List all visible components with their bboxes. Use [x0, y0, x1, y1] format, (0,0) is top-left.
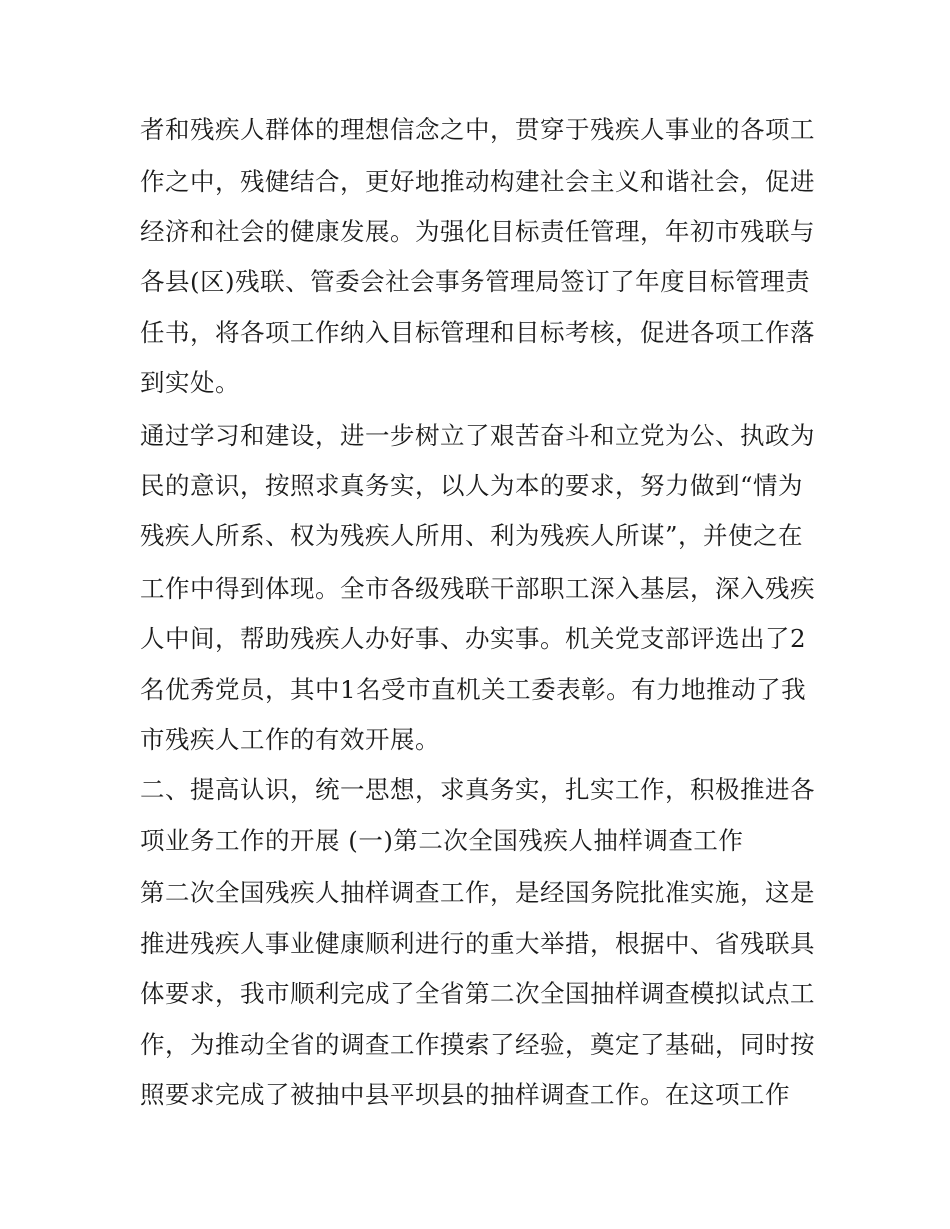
text-line: 二、提高认识，统一思想，求真务实，扎实工作，积极推进各 — [140, 775, 815, 804]
text-line: 残疾人所系、权为残疾人所用、利为残疾人所谋”，并使之在 — [140, 521, 804, 550]
text-line: 体要求，我市顺利完成了全省第二次全国抽样调查模拟试点工 — [140, 979, 815, 1008]
text-line: 名优秀党员，其中1名受市直机关工委表彰。有力地推动了我 — [140, 675, 807, 704]
text-line: 经济和社会的健康发展。为强化目标责任管理，年初市残联与 — [140, 217, 815, 246]
text-line: 民的意识，按照求真务实，以人为本的要求，努力做到“情为 — [140, 471, 804, 500]
text-line: 作之中，残健结合，更好地推动构建社会主义和谐社会，促进 — [140, 167, 815, 196]
text-line: 照要求完成了被抽中县平坝县的抽样调查工作。在这项工作 — [140, 1080, 790, 1109]
text-line: 通过学习和建设，进一步树立了艰苦奋斗和立党为公、执政为 — [140, 421, 815, 450]
text-line: 推进残疾人事业健康顺利进行的重大举措，根据中、省残联具 — [140, 929, 815, 958]
text-line: 市残疾人工作的有效开展。 — [140, 725, 440, 754]
text-line: 作，为推动全省的调查工作摸索了经验，奠定了基础，同时按 — [140, 1030, 815, 1059]
text-line: 各县(区)残联、管委会社会事务管理局签订了年度目标管理责 — [140, 267, 811, 296]
text-line: 第二次全国残疾人抽样调查工作，是经国务院批准实施，这是 — [140, 878, 815, 907]
text-line: 任书，将各项工作纳入目标管理和目标考核，促进各项工作落 — [140, 318, 815, 347]
text-line: 人中间，帮助残疾人办好事、办实事。机关党支部评选出了2 — [140, 624, 807, 653]
text-line: 者和残疾人群体的理想信念之中，贯穿于残疾人事业的各项工 — [140, 115, 815, 144]
text-line: 到实处。 — [140, 368, 240, 397]
text-line: 工作中得到体现。全市各级残联干部职工深入基层，深入残疾 — [140, 574, 815, 603]
text-line: 项业务工作的开展 (一)第二次全国残疾人抽样调查工作 — [140, 826, 744, 855]
